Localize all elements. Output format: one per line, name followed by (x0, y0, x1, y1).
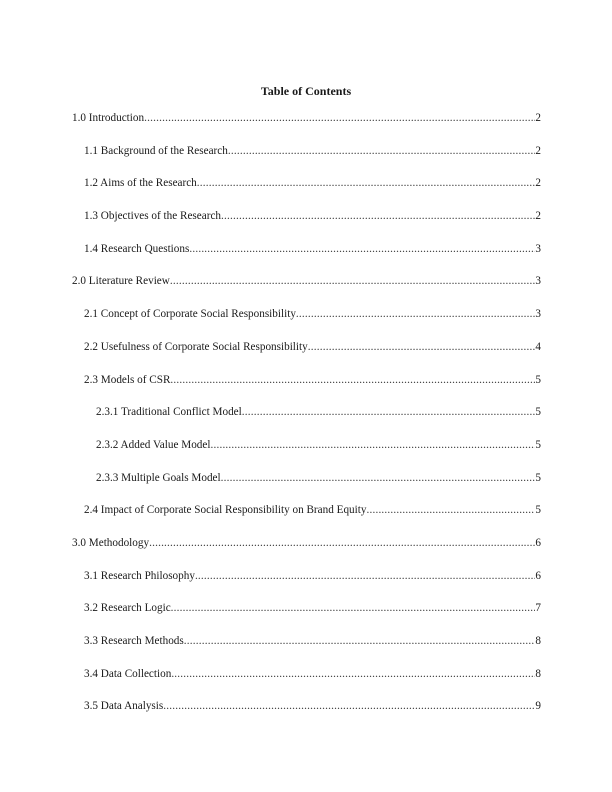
dot-leader (184, 633, 536, 649)
toc-entry-label: 3.3 Research Methods (84, 635, 184, 647)
toc-entry-page-number: 2 (535, 112, 541, 124)
toc-entry-label: 2.3.1 Traditional Conflict Model (96, 406, 242, 418)
toc-entry-label: 1.0 Introduction (72, 112, 145, 124)
toc-entry-label: 1.4 Research Questions (84, 243, 190, 255)
toc-entry-introduction[interactable] (72, 110, 541, 126)
dot-leader (210, 437, 535, 453)
toc-entry-multiple-goals-model[interactable] (96, 470, 541, 486)
dot-leader (163, 698, 535, 714)
toc-entry-page-number: 7 (535, 602, 541, 614)
toc-entry-label: 2.2 Usefulness of Corporate Social Responsibility (84, 341, 308, 353)
toc-entry-label: 3.1 Research Philosophy (84, 570, 195, 582)
toc-entry-page-number: 2 (535, 210, 541, 222)
toc-entry-research-logic[interactable] (84, 600, 541, 616)
toc-entry-page-number: 5 (535, 504, 541, 516)
toc-entry-label: 1.1 Background of the Research (84, 145, 228, 157)
toc-entry-label: 2.1 Concept of Corporate Social Responsibility (84, 308, 296, 320)
toc-title: Table of Contents (260, 84, 352, 98)
toc-entry-label: 2.3.3 Multiple Goals Model (96, 472, 221, 484)
toc-entry-page-number: 6 (535, 570, 541, 582)
toc-entry-page-number: 9 (535, 700, 541, 712)
toc-entry-page-number: 6 (535, 537, 541, 549)
toc-entry-added-value-model[interactable] (96, 437, 541, 453)
dot-leader (197, 175, 536, 191)
dot-leader (149, 535, 535, 551)
toc-entry-label: 2.0 Literature Review (72, 275, 170, 287)
toc-entry-data-collection[interactable] (84, 666, 541, 682)
toc-entry-impact-csr-brand-equity[interactable] (84, 502, 541, 518)
dot-leader (242, 404, 536, 420)
toc-entry-research-methods[interactable] (84, 633, 541, 649)
toc-entry-page-number: 5 (535, 472, 541, 484)
dot-leader (296, 306, 535, 322)
dot-leader (171, 666, 535, 682)
toc-entry-label: 1.2 Aims of the Research (84, 177, 197, 189)
toc-entry-page-number: 8 (535, 668, 541, 680)
toc-entry-page-number: 5 (535, 439, 541, 451)
toc-entry-page-number: 3 (535, 308, 541, 320)
toc-entry-page-number: 5 (535, 406, 541, 418)
toc-entry-methodology[interactable] (72, 535, 541, 551)
toc-entry-objectives[interactable] (84, 208, 541, 224)
toc-entry-label: 2.3.2 Added Value Model (96, 439, 211, 451)
toc-entry-research-questions[interactable] (84, 241, 541, 257)
toc-entry-page-number: 2 (535, 145, 541, 157)
toc-entry-concept-csr[interactable] (84, 306, 541, 322)
toc-entry-page-number: 8 (535, 635, 541, 647)
dot-leader (366, 502, 535, 518)
toc-entry-aims[interactable] (84, 175, 541, 191)
toc-entry-models-csr[interactable] (84, 372, 541, 388)
toc-entry-label: 3.0 Methodology (72, 537, 150, 549)
toc-entry-page-number: 5 (535, 374, 541, 386)
dot-leader (221, 208, 535, 224)
toc-entry-label: 2.3 Models of CSR (84, 374, 171, 386)
toc-entry-label: 2.4 Impact of Corporate Social Responsibility on Brand Equity (84, 504, 367, 516)
dot-leader (221, 470, 536, 486)
toc-entry-usefulness-csr[interactable] (84, 339, 541, 355)
toc-entry-research-philosophy[interactable] (84, 568, 541, 584)
dot-leader (308, 339, 536, 355)
dot-leader (144, 110, 535, 126)
toc-entry-page-number: 3 (535, 243, 541, 255)
toc-entry-page-number: 3 (535, 275, 541, 287)
dot-leader (189, 241, 535, 257)
toc-entry-traditional-conflict-model[interactable] (96, 404, 541, 420)
dot-leader (170, 372, 535, 388)
toc-entry-background[interactable] (84, 143, 541, 159)
toc-entry-literature-review[interactable] (72, 273, 541, 289)
toc-entry-page-number: 4 (535, 341, 541, 353)
toc-entry-page-number: 2 (535, 177, 541, 189)
dot-leader (170, 273, 536, 289)
dot-leader (228, 143, 536, 159)
toc-entry-label: 1.3 Objectives of the Research (84, 210, 221, 222)
toc-entry-label: 3.2 Research Logic (84, 602, 171, 614)
toc-entry-label: 3.5 Data Analysis (84, 700, 164, 712)
dot-leader (171, 600, 536, 616)
toc-entry-label: 3.4 Data Collection (84, 668, 172, 680)
dot-leader (195, 568, 535, 584)
toc-entry-data-analysis[interactable] (84, 698, 541, 714)
